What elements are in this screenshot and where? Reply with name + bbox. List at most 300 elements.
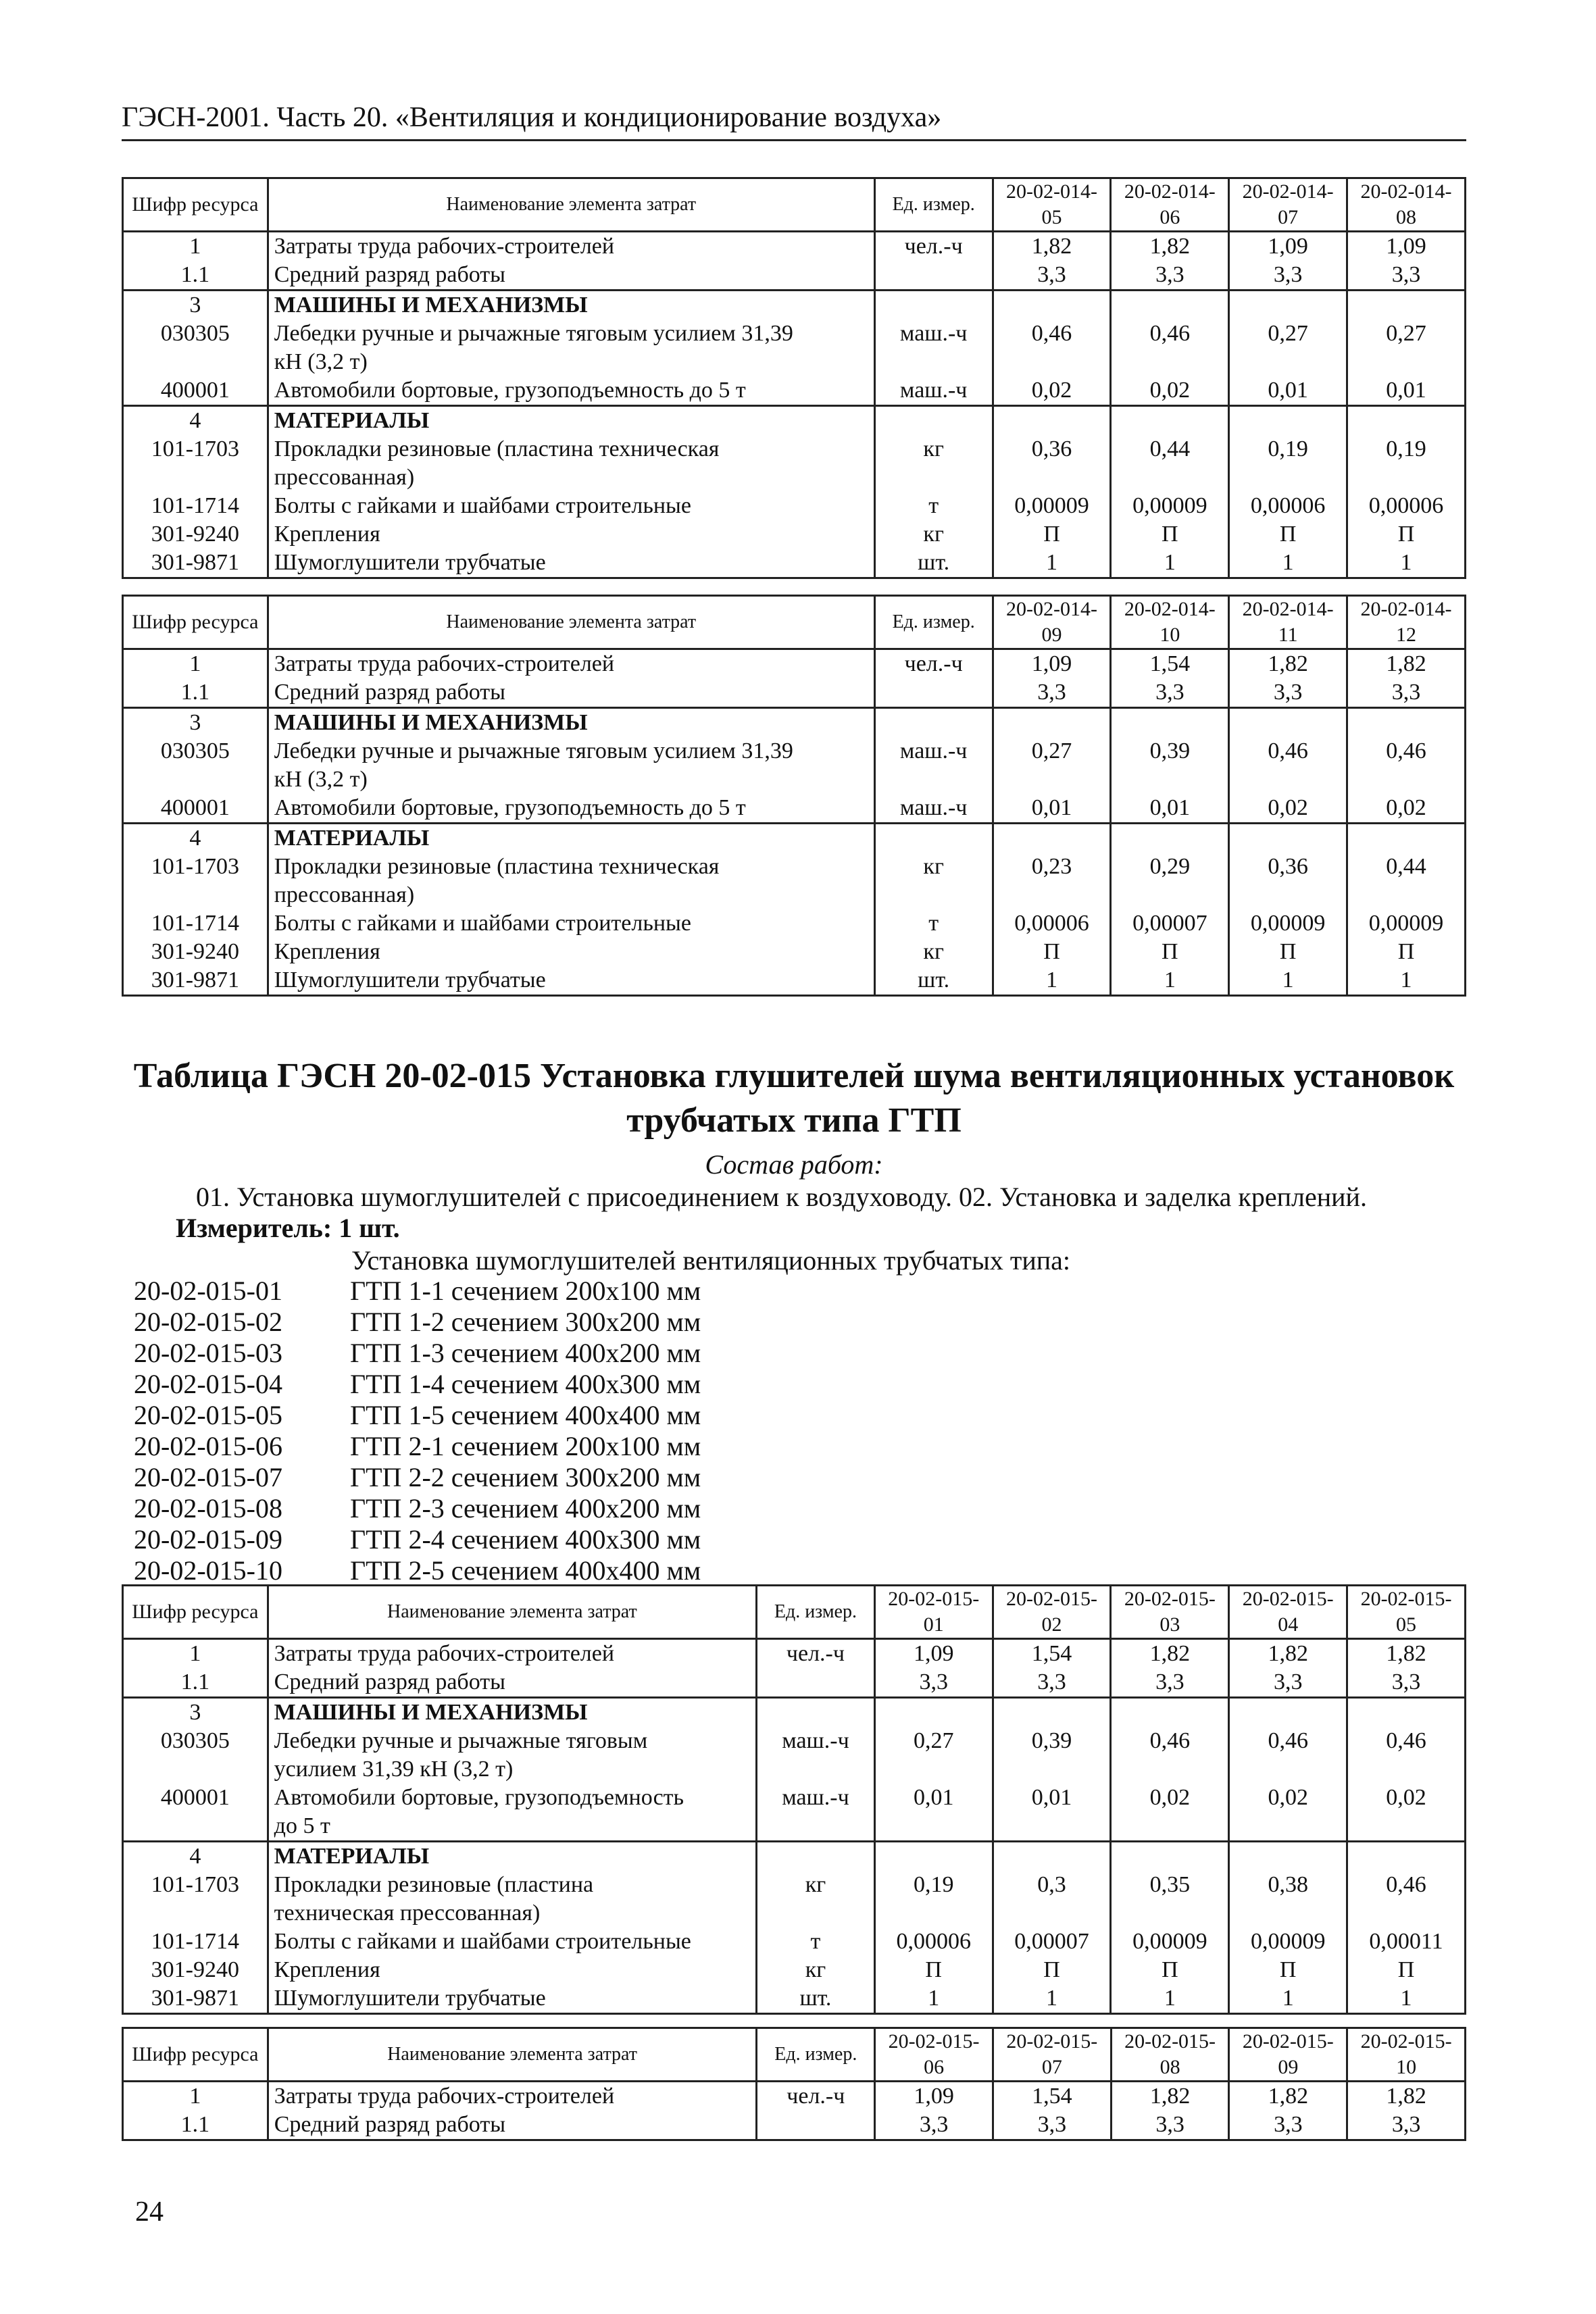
resource-name-cont: усилием 31,39 кН (3,2 т) xyxy=(274,1757,514,1782)
value-cell: 1 xyxy=(1229,549,1347,578)
resource-name xyxy=(268,1984,756,2014)
value-cell: 3,3 xyxy=(993,678,1111,708)
code-list-item xyxy=(134,1524,701,1555)
resource-code: 3 xyxy=(123,1698,268,1728)
resource-table-2 xyxy=(122,595,1466,997)
value-cell xyxy=(1347,406,1466,436)
unit: маш.-ч xyxy=(874,737,993,794)
header-unit: Ед. измер. xyxy=(874,178,993,232)
code-list-item xyxy=(134,1369,701,1400)
resource-name xyxy=(268,708,874,738)
item-text: ГТП 2-2 сечением 300х200 мм xyxy=(350,1462,701,1492)
resource-name xyxy=(268,406,874,436)
value-cell xyxy=(1111,708,1229,738)
resource-name-text: Болты с гайками и шайбами строительные xyxy=(274,1929,691,1954)
resource-name-text: Автомобили бортовые, грузоподъемность xyxy=(274,1785,684,1810)
header-column-code: 20-02-015-04 xyxy=(1229,1586,1347,1639)
resource-code: 030305 xyxy=(123,320,268,376)
table-row xyxy=(123,1727,1466,1784)
value-cell: 1 xyxy=(874,1984,993,2014)
value-cell: 0,02 xyxy=(1229,794,1347,824)
value-cell: 1,82 xyxy=(993,232,1111,261)
resource-name xyxy=(268,261,874,291)
item-code: 20-02-015-09 xyxy=(134,1524,282,1555)
resource-name xyxy=(268,2082,757,2111)
resource-code: 400001 xyxy=(123,1784,268,1842)
resource-name-cont: техническая прессованная) xyxy=(274,1901,541,1926)
value-cell: 1 xyxy=(1111,966,1229,996)
resource-code: 101-1703 xyxy=(123,435,268,492)
value-cell: 0,01 xyxy=(1111,794,1229,824)
table-row xyxy=(123,1928,1466,1956)
resource-name-cont: прессованная) xyxy=(274,465,415,490)
resource-name xyxy=(268,853,874,909)
resource-name-text: Автомобили бортовые, грузоподъемность до 5 т xyxy=(274,378,746,403)
table-row xyxy=(123,794,1466,824)
code-list xyxy=(134,1276,701,1586)
table-row xyxy=(123,520,1466,549)
value-cell: 0,44 xyxy=(1111,435,1229,492)
resource-name xyxy=(268,737,874,794)
value-cell: 0,39 xyxy=(993,1727,1111,1784)
table-header-row xyxy=(123,178,1466,232)
resource-code: 1 xyxy=(123,232,268,261)
code-list-item xyxy=(134,1400,701,1431)
value-cell: П xyxy=(1111,938,1229,966)
resource-name-cont: кН (3,2 т) xyxy=(274,349,368,374)
value-cell: 3,3 xyxy=(874,1668,993,1698)
value-cell: 0,02 xyxy=(1229,1784,1347,1842)
value-cell: 0,00009 xyxy=(1111,1928,1229,1956)
table-row xyxy=(123,853,1466,909)
resource-code: 4 xyxy=(123,824,268,853)
code-list-item xyxy=(134,1307,701,1338)
resource-code: 301-9240 xyxy=(123,520,268,549)
value-cell: 3,3 xyxy=(993,261,1111,291)
item-code: 20-02-015-05 xyxy=(134,1400,282,1430)
item-code: 20-02-015-08 xyxy=(134,1493,282,1524)
value-cell: 1 xyxy=(1229,966,1347,996)
unit: чел.-ч xyxy=(874,232,993,261)
table-row xyxy=(123,966,1466,996)
value-cell: 0,01 xyxy=(874,1784,993,1842)
resource-code: 301-9240 xyxy=(123,1956,268,1984)
resource-name xyxy=(268,291,874,320)
table-header-row xyxy=(123,2028,1466,2082)
table-row xyxy=(123,909,1466,938)
value-cell: 0,3 xyxy=(993,1871,1111,1928)
value-cell: 1 xyxy=(1111,1984,1229,2014)
value-cell: 3,3 xyxy=(1111,261,1229,291)
value-cell xyxy=(1111,824,1229,853)
header-unit: Ед. измер. xyxy=(757,2028,875,2082)
header-column-code: 20-02-015-10 xyxy=(1347,2028,1466,2082)
value-cell: 0,00011 xyxy=(1347,1928,1466,1956)
resource-name-text: Средний разряд работы xyxy=(274,1669,505,1694)
header-unit: Ед. измер. xyxy=(757,1586,875,1639)
value-cell: 3,3 xyxy=(1229,2111,1347,2140)
resource-name xyxy=(268,1727,756,1784)
resource-code: 301-9240 xyxy=(123,938,268,966)
resource-code: 4 xyxy=(123,406,268,436)
value-cell: 0,00009 xyxy=(1229,909,1347,938)
resource-name xyxy=(268,520,874,549)
resource-name-text: МАШИНЫ И МЕХАНИЗМЫ xyxy=(274,293,588,318)
value-cell: 1,82 xyxy=(1229,649,1347,679)
section-row xyxy=(123,1842,1466,1871)
resource-code: 400001 xyxy=(123,794,268,824)
value-cell xyxy=(1229,824,1347,853)
unit xyxy=(757,2111,875,2140)
value-cell: 1 xyxy=(993,966,1111,996)
value-cell: 0,00007 xyxy=(1111,909,1229,938)
resource-name-text: Крепления xyxy=(274,1957,380,1982)
table-caption: Таблица ГЭСН 20-02-015 Установка глушителей шума вентиляционных установок трубчатых типа ГТП xyxy=(133,1057,1455,1140)
unit: шт. xyxy=(874,549,993,578)
value-cell: 3,3 xyxy=(1229,261,1347,291)
value-cell: 0,44 xyxy=(1347,853,1466,909)
header-code: Шифр ресурса xyxy=(123,1586,268,1639)
resource-name xyxy=(268,232,874,261)
resource-name xyxy=(268,794,874,824)
table-row xyxy=(123,492,1466,520)
resource-name-text: Средний разряд работы xyxy=(274,680,506,705)
resource-name-text: Затраты труда рабочих-строителей xyxy=(274,1641,615,1666)
value-cell xyxy=(1347,1698,1466,1728)
resource-name-text: Средний разряд работы xyxy=(274,2112,506,2137)
value-cell: 3,3 xyxy=(1347,678,1466,708)
resource-name xyxy=(268,2111,757,2140)
header-column-code: 20-02-015-01 xyxy=(874,1586,993,1639)
item-text: ГТП 1-2 сечением 300х200 мм xyxy=(350,1307,701,1337)
resource-code: 101-1714 xyxy=(123,1928,268,1956)
resource-name xyxy=(268,1842,756,1871)
header-column-code: 20-02-015-03 xyxy=(1111,1586,1229,1639)
unit: маш.-ч xyxy=(874,376,993,406)
value-cell: 0,00006 xyxy=(1347,492,1466,520)
value-cell: 0,27 xyxy=(1347,320,1466,376)
table-row xyxy=(123,1668,1466,1698)
unit: чел.-ч xyxy=(757,2082,875,2111)
value-cell: 0,39 xyxy=(1111,737,1229,794)
value-cell xyxy=(993,708,1111,738)
header-column-code: 20-02-014-12 xyxy=(1347,596,1466,649)
value-cell: 0,35 xyxy=(1111,1871,1229,1928)
item-code: 20-02-015-03 xyxy=(134,1338,282,1368)
table-row xyxy=(123,737,1466,794)
table-row xyxy=(123,649,1466,679)
value-cell: 0,36 xyxy=(1229,853,1347,909)
resource-name xyxy=(268,1871,756,1928)
unit xyxy=(874,708,993,738)
resource-table-1 xyxy=(122,177,1466,579)
item-code: 20-02-015-06 xyxy=(134,1431,282,1461)
value-cell: П xyxy=(1111,1956,1229,1984)
value-cell: 1 xyxy=(993,1984,1111,2014)
item-text: ГТП 1-5 сечением 400х400 мм xyxy=(350,1400,701,1430)
item-text: ГТП 1-1 сечением 200х100 мм xyxy=(350,1276,701,1306)
unit xyxy=(874,406,993,436)
value-cell: 0,00006 xyxy=(993,909,1111,938)
unit xyxy=(874,261,993,291)
header-code: Шифр ресурса xyxy=(123,178,268,232)
resource-code: 030305 xyxy=(123,737,268,794)
value-cell: 0,01 xyxy=(1229,376,1347,406)
value-cell xyxy=(1347,291,1466,320)
value-cell: 0,19 xyxy=(874,1871,993,1928)
resource-code: 1 xyxy=(123,2082,268,2111)
value-cell: 0,46 xyxy=(1229,1727,1347,1784)
resource-name xyxy=(268,1928,756,1956)
value-cell: 1,82 xyxy=(1229,2082,1347,2111)
resource-name xyxy=(268,376,874,406)
value-cell: 3,3 xyxy=(1347,2111,1466,2140)
value-cell: 0,02 xyxy=(1347,1784,1466,1842)
value-cell: 0,00009 xyxy=(1347,909,1466,938)
value-cell: 0,46 xyxy=(1111,320,1229,376)
value-cell xyxy=(993,291,1111,320)
unit: маш.-ч xyxy=(757,1727,875,1784)
item-text: ГТП 1-4 сечением 400х300 мм xyxy=(350,1369,701,1399)
header-column-code: 20-02-014-10 xyxy=(1111,596,1229,649)
value-cell: П xyxy=(1347,520,1466,549)
resource-code: 301-9871 xyxy=(123,1984,268,2014)
value-cell: П xyxy=(1347,1956,1466,1984)
unit: маш.-ч xyxy=(874,320,993,376)
resource-name xyxy=(268,492,874,520)
item-code: 20-02-015-02 xyxy=(134,1307,282,1337)
resource-name xyxy=(268,1639,756,1669)
item-code: 20-02-015-10 xyxy=(134,1555,282,1586)
section-row xyxy=(123,291,1466,320)
resource-name-text: Болты с гайками и шайбами строительные xyxy=(274,493,691,518)
value-cell: 0,02 xyxy=(993,376,1111,406)
value-cell: 0,00007 xyxy=(993,1928,1111,1956)
resource-code: 1 xyxy=(123,649,268,679)
value-cell: 0,01 xyxy=(993,794,1111,824)
resource-name-text: Автомобили бортовые, грузоподъемность до 5 т xyxy=(274,795,746,820)
unit: кг xyxy=(874,520,993,549)
unit: кг xyxy=(874,435,993,492)
value-cell: 1,82 xyxy=(1111,232,1229,261)
value-cell xyxy=(1347,1842,1466,1871)
value-cell: 1,54 xyxy=(993,2082,1111,2111)
header-column-code: 20-02-015-08 xyxy=(1111,2028,1229,2082)
unit: маш.-ч xyxy=(757,1784,875,1842)
resource-code: 3 xyxy=(123,708,268,738)
unit: кг xyxy=(874,938,993,966)
header-column-code: 20-02-014-05 xyxy=(993,178,1111,232)
value-cell: П xyxy=(993,520,1111,549)
resource-name xyxy=(268,549,874,578)
table-row xyxy=(123,2111,1466,2140)
table-row xyxy=(123,1784,1466,1842)
header-column-code: 20-02-014-07 xyxy=(1229,178,1347,232)
resource-name-text: Шумоглушители трубчатые xyxy=(274,1986,546,2011)
header-unit: Ед. измер. xyxy=(874,596,993,649)
item-code: 20-02-015-04 xyxy=(134,1369,282,1399)
resource-name-text: Лебедки ручные и рычажные тяговым усилием 31,39 xyxy=(274,321,793,346)
table-row xyxy=(123,376,1466,406)
value-cell: 0,46 xyxy=(993,320,1111,376)
table-row xyxy=(123,678,1466,708)
value-cell xyxy=(1347,824,1466,853)
value-cell xyxy=(874,1842,993,1871)
table-row xyxy=(123,261,1466,291)
measure-unit: Измеритель: 1 шт. xyxy=(176,1213,400,1243)
item-text: ГТП 1-3 сечением 400х200 мм xyxy=(350,1338,701,1368)
value-cell xyxy=(1111,406,1229,436)
resource-name xyxy=(268,1956,756,1984)
value-cell: П xyxy=(1229,938,1347,966)
value-cell: 0,46 xyxy=(1111,1727,1229,1784)
value-cell xyxy=(993,824,1111,853)
table-row xyxy=(123,549,1466,578)
resource-name xyxy=(268,678,874,708)
resource-name-text: МАШИНЫ И МЕХАНИЗМЫ xyxy=(274,1700,588,1725)
resource-name-cont: прессованная) xyxy=(274,882,415,907)
value-cell: 1,82 xyxy=(1111,2082,1229,2111)
header-column-code: 20-02-015-09 xyxy=(1229,2028,1347,2082)
resource-name xyxy=(268,1698,756,1728)
resource-name-text: Прокладки резиновые (пластина xyxy=(274,1872,594,1897)
value-cell: 1,82 xyxy=(1347,1639,1466,1669)
value-cell: 3,3 xyxy=(1229,678,1347,708)
value-cell: 3,3 xyxy=(1111,1668,1229,1698)
resource-code: 030305 xyxy=(123,1727,268,1784)
work-composition-label: Состав работ: xyxy=(705,1149,883,1180)
resource-name-text: Крепления xyxy=(274,522,380,547)
resource-code: 301-9871 xyxy=(123,549,268,578)
header-name: Наименование элемента затрат xyxy=(268,178,874,232)
value-cell: 1 xyxy=(1347,1984,1466,2014)
unit: кг xyxy=(757,1956,875,1984)
page-number: 24 xyxy=(135,2196,164,2228)
value-cell: 0,02 xyxy=(1347,794,1466,824)
table-header-row xyxy=(123,596,1466,649)
table-header-row xyxy=(123,1586,1466,1639)
unit: маш.-ч xyxy=(874,794,993,824)
resource-code: 1.1 xyxy=(123,1668,268,1698)
value-cell: 0,19 xyxy=(1347,435,1466,492)
table-row xyxy=(123,1956,1466,1984)
resource-code: 1 xyxy=(123,1639,268,1669)
value-cell: 1,82 xyxy=(1347,2082,1466,2111)
resource-name xyxy=(268,320,874,376)
resource-name xyxy=(268,938,874,966)
header-column-code: 20-02-014-11 xyxy=(1229,596,1347,649)
code-list-item xyxy=(134,1555,701,1586)
resource-code: 4 xyxy=(123,1842,268,1871)
resource-code: 101-1703 xyxy=(123,853,268,909)
value-cell: П xyxy=(993,938,1111,966)
resource-name-cont: кН (3,2 т) xyxy=(274,767,368,792)
resource-code: 1.1 xyxy=(123,261,268,291)
header-column-code: 20-02-015-06 xyxy=(875,2028,993,2082)
value-cell: 0,00009 xyxy=(993,492,1111,520)
value-cell: 1 xyxy=(1347,966,1466,996)
value-cell: 1,54 xyxy=(993,1639,1111,1669)
value-cell: 1 xyxy=(993,549,1111,578)
header-column-code: 20-02-014-06 xyxy=(1111,178,1229,232)
value-cell xyxy=(993,1698,1111,1728)
unit xyxy=(874,824,993,853)
value-cell: 1 xyxy=(1229,1984,1347,2014)
header-code: Шифр ресурса xyxy=(123,596,268,649)
value-cell xyxy=(1229,1698,1347,1728)
value-cell: 3,3 xyxy=(1111,678,1229,708)
header-column-code: 20-02-014-09 xyxy=(993,596,1111,649)
resource-name-text: Затраты труда рабочих-строителей xyxy=(274,651,615,676)
resource-name-text: Лебедки ручные и рычажные тяговым xyxy=(274,1728,648,1753)
code-list-item xyxy=(134,1462,701,1493)
value-cell: П xyxy=(874,1956,993,1984)
resource-code: 101-1714 xyxy=(123,909,268,938)
unit: чел.-ч xyxy=(757,1639,875,1669)
item-text: ГТП 2-5 сечением 400х400 мм xyxy=(350,1555,701,1586)
table-row xyxy=(123,320,1466,376)
value-cell: 0,02 xyxy=(1111,1784,1229,1842)
unit xyxy=(757,1698,875,1728)
value-cell: 0,36 xyxy=(993,435,1111,492)
value-cell: 0,00009 xyxy=(1111,492,1229,520)
code-list-item xyxy=(134,1276,701,1307)
value-cell xyxy=(1229,291,1347,320)
resource-name xyxy=(268,909,874,938)
header-name: Наименование элемента затрат xyxy=(268,1586,756,1639)
resource-name-text: Средний разряд работы xyxy=(274,262,506,287)
value-cell: 3,3 xyxy=(1347,1668,1466,1698)
resource-name-text: Шумоглушители трубчатые xyxy=(274,550,546,575)
resource-table-3 xyxy=(122,1584,1466,2015)
table-row xyxy=(123,2082,1466,2111)
item-code: 20-02-015-01 xyxy=(134,1276,282,1306)
value-cell: 1,82 xyxy=(1229,1639,1347,1669)
header-name: Наименование элемента затрат xyxy=(268,2028,757,2082)
unit: чел.-ч xyxy=(874,649,993,679)
value-cell: 0,00006 xyxy=(1229,492,1347,520)
unit: т xyxy=(757,1928,875,1956)
resource-code: 301-9871 xyxy=(123,966,268,996)
value-cell: 0,01 xyxy=(993,1784,1111,1842)
resource-name xyxy=(268,966,874,996)
value-cell: 3,3 xyxy=(993,2111,1111,2140)
code-list-item xyxy=(134,1431,701,1462)
value-cell: П xyxy=(1111,520,1229,549)
value-cell xyxy=(1111,291,1229,320)
value-cell xyxy=(1229,1842,1347,1871)
value-cell: 1,09 xyxy=(874,1639,993,1669)
resource-code: 1.1 xyxy=(123,678,268,708)
resource-name xyxy=(268,1668,756,1698)
resource-code: 101-1703 xyxy=(123,1871,268,1928)
resource-name xyxy=(268,649,874,679)
unit: шт. xyxy=(757,1984,875,2014)
value-cell: 1,82 xyxy=(1111,1639,1229,1669)
value-cell: 0,02 xyxy=(1111,376,1229,406)
value-cell xyxy=(1229,708,1347,738)
value-cell: 0,00006 xyxy=(874,1928,993,1956)
value-cell: 1,54 xyxy=(1111,649,1229,679)
value-cell: 1,09 xyxy=(1229,232,1347,261)
value-cell: 3,3 xyxy=(1229,1668,1347,1698)
header-column-code: 20-02-014-08 xyxy=(1347,178,1466,232)
codes-intro: Установка шумоглушителей вентиляционных трубчатых типа: xyxy=(351,1245,1071,1276)
resource-name-text: Лебедки ручные и рычажные тяговым усилием 31,39 xyxy=(274,738,793,763)
value-cell: 1,09 xyxy=(1347,232,1466,261)
resource-code: 101-1714 xyxy=(123,492,268,520)
resource-name xyxy=(268,1784,756,1842)
